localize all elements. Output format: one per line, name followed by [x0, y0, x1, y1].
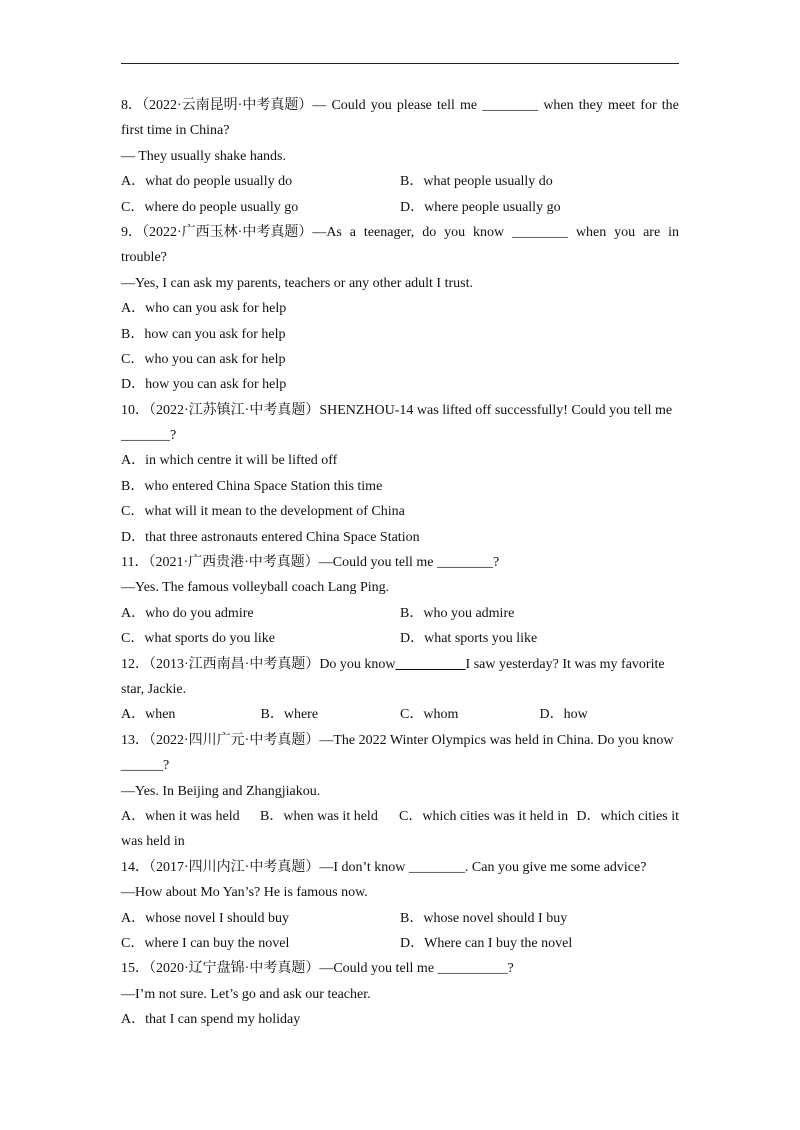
q13-option-b: B．when was it held [260, 808, 378, 824]
q9-option-d: D．how you can ask for help [121, 377, 287, 393]
q9-option-b: B．how can you ask for help [121, 326, 286, 342]
q10-stem-line1: 10．（2022·江苏镇江·中考真题）SHENZHOU-14 was lifted off successfully! Could you tell me [121, 402, 673, 418]
q14-stem-line1: 14．（2017·四川内江·中考真题）—I don’t know ________. Can you give me some advice? [121, 859, 647, 875]
q14-options-row2 [121, 931, 679, 956]
q13-answer-line: —Yes. In Beijing and Zhangjiakou. [121, 783, 321, 799]
q13-stem-line2: ______? [121, 758, 170, 774]
q8-stem-line2: first time in China? [121, 123, 230, 139]
q8-options-row1 [121, 169, 679, 194]
q13-stem-line1: 13．（2022·四川广元·中考真题）—The 2022 Winter Olympics was held in China. Do you know [121, 732, 674, 748]
q11-answer-line: —Yes. The famous volleyball coach Lang Ping. [121, 580, 390, 596]
question-list [121, 93, 679, 1032]
q14-option-b: B．whose novel should I buy [400, 910, 568, 926]
q12-option-a: A．when [121, 707, 176, 723]
q14-options-row1 [121, 906, 679, 931]
q11-option-a: A．who do you admire [121, 605, 254, 621]
q15-answer-line: —I’m not sure. Let’s go and ask our teacher. [121, 986, 371, 1002]
q11-options-row1 [121, 601, 679, 626]
q11-option-b: B．who you admire [400, 605, 515, 621]
q12-option-c: C．whom [400, 707, 459, 723]
q13-option-a: A．when it was held [121, 808, 240, 824]
q12-blank: __________ [395, 656, 466, 672]
q11-stem-line1: 11．（2021·广西贵港·中考真题）—Could you tell me ________? [121, 555, 500, 571]
q9-option-c: C．who you can ask for help [121, 351, 286, 367]
q10-option-a: A．in which centre it will be lifted off [121, 453, 338, 469]
q14-option-d: D．Where can I buy the novel [400, 935, 573, 951]
q12-stem-line1: 12．（2013·江西南昌·中考真题）Do you know__________I saw yesterday? It was my favorite [121, 656, 665, 672]
q10-option-d: D．that three astronauts entered China Space Station [121, 529, 420, 545]
q8-option-a: A．what do people usually do [121, 174, 293, 190]
q9-option-a: A．who can you ask for help [121, 301, 287, 317]
header-rule [121, 63, 679, 64]
q10-option-c: C．what will it mean to the development of China [121, 504, 405, 520]
q14-option-c: C．where I can buy the novel [121, 935, 290, 951]
q8-answer-line: — They usually shake hands. [121, 148, 286, 164]
q11-option-c: C．what sports do you like [121, 631, 275, 647]
q8-option-d: D．where people usually go [400, 199, 561, 215]
q14-option-a: A．whose novel I should buy [121, 910, 289, 926]
q13-option-d-cont: was held in [121, 834, 185, 850]
q12-option-d: D．how [539, 707, 588, 723]
q13-option-c: C．which cities was it held in [399, 808, 569, 824]
q9-stem-line1: 9．（2022·广西玉林·中考真题）—As a teenager, do you know ________ when you are in [121, 224, 679, 240]
q10-stem-line2: _______? [121, 428, 177, 444]
q10-option-b: B．who entered China Space Station this time [121, 478, 383, 494]
q11-option-d: D．what sports you like [400, 631, 538, 647]
q15-option-a: A．that I can spend my holiday [121, 1012, 301, 1028]
q12-stem-line2: star, Jackie. [121, 681, 187, 697]
q12-option-b: B．where [260, 707, 319, 723]
q8-options-row2 [121, 195, 679, 220]
q13-option-d: D．which cities it [576, 808, 679, 824]
q14-answer-line: —How about Mo Yan’s? He is famous now. [121, 885, 368, 901]
q8-option-b: B．what people usually do [400, 174, 553, 190]
q8-stem-line1: 8．（2022·云南昆明·中考真题）— Could you please tell me ________ when they meet for the [121, 98, 679, 113]
q15-stem-line1: 15．（2020·辽宁盘锦·中考真题）—Could you tell me __________? [121, 961, 514, 977]
q11-options-row2 [121, 626, 679, 651]
q13-options-row [121, 804, 679, 829]
q12-options-row [121, 702, 679, 727]
q8-option-c: C．where do people usually go [121, 199, 299, 215]
q9-answer-line: —Yes, I can ask my parents, teachers or any other adult I trust. [121, 275, 473, 291]
q9-stem-line2: trouble? [121, 250, 167, 266]
